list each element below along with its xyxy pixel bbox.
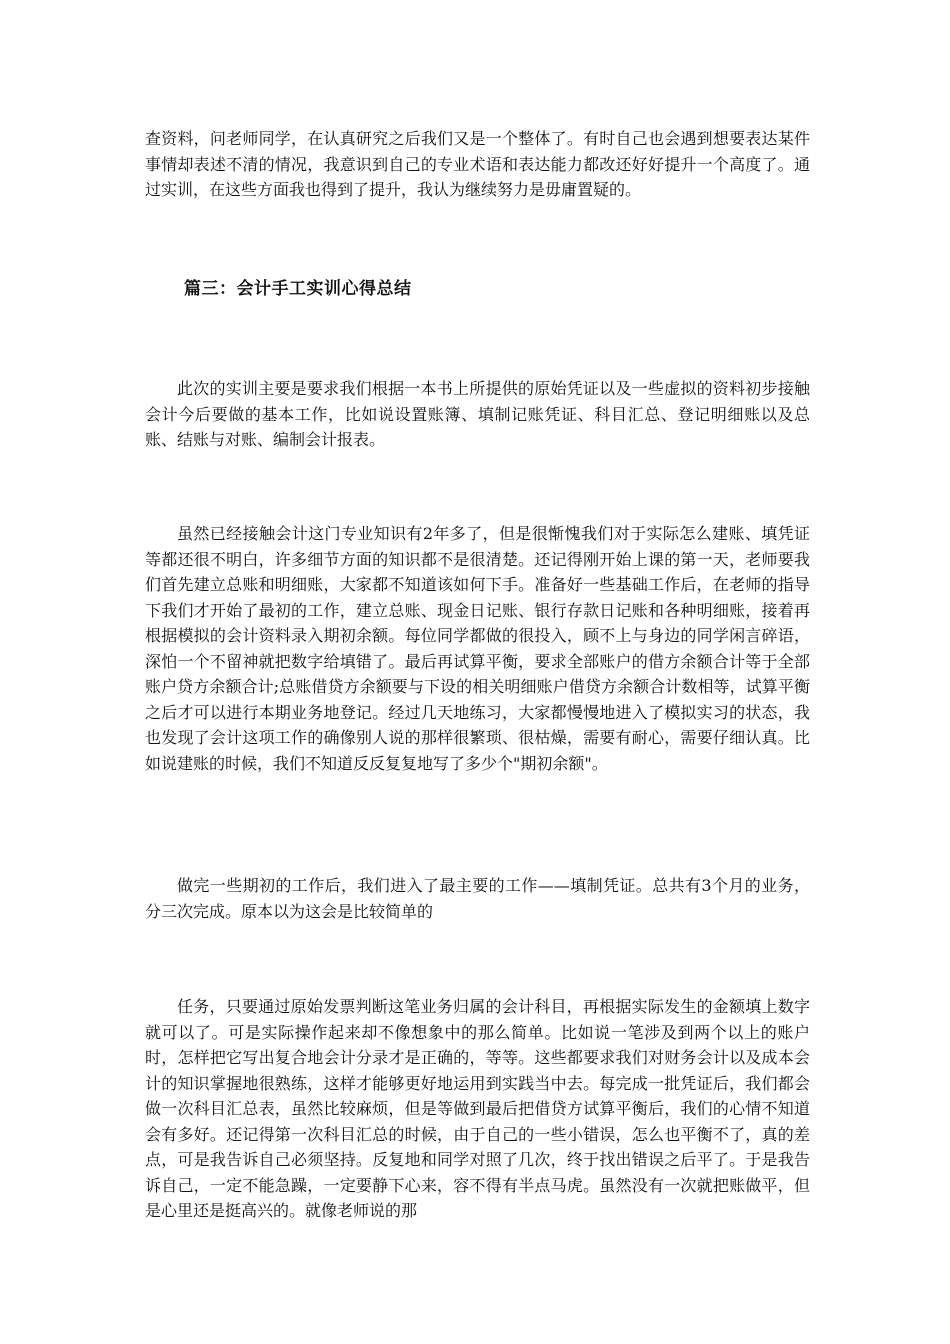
continued-paragraph: 查资料，问老师同学，在认真研究之后我们又是一个整体了。有时自己也会遇到想要表达某件事情却表述不清的情况，我意识到自己的专业术语和表达能力都改还好好提升一个高度了。通过实训，在这些方面我也得到了提升，我认为继续努力是毋庸置疑的。 <box>145 129 810 199</box>
body-paragraph-4: 任务，只要通过原始发票判断这笔业务归属的会计科目，再根据实际发生的金额填上数字就可以了。可是实际操作起来却不像想象中的那么简单。比如说一笔涉及到两个以上的账户时，怎样把它写出复合地会计分录才是正确的，等等。这些都要求我们对财务会计以及成本会计的知识掌握地很熟练，这样才能够更好地运用到实践当中去。每完成一批凭证后，我们都会做一次科目汇总表，虽然比较麻烦，但是等做到最后把借贷方试算平衡后，我们的心情不知道会有多好。还记得第一次科目汇总的时候，由于自己的一些小错误，怎么也平衡不了，真的差点，可是我告诉自己必须坚持。反复地和同学对照了几次，终于找出错误之后平了。于是我告诉自己，一定不能急躁，一定要静下心来，容不得有半点马虎。虽然没有一次就把账做平，但是心里还是挺高兴的。就像老师说的那 <box>145 997 810 1220</box>
body-paragraph-1: 此次的实训主要是要求我们根据一本书上所提供的原始凭证以及一些虚拟的资料初步接触会计今后要做的基本工作，比如说设置账簿、填制记账凭证、科目汇总、登记明细账以及总账、结账与对账、编制会计报表。 <box>145 379 810 449</box>
body-paragraph-3: 做完一些期初的工作后，我们进入了最主要的工作——填制凭证。总共有3个月的业务，分三次完成。原本以为这会是比较简单的 <box>145 876 810 921</box>
section-title: 篇三：会计手工实训心得总结 <box>184 279 412 299</box>
body-paragraph-2: 虽然已经接触会计这门专业知识有2年多了，但是很惭愧我们对于实际怎么建账、填凭证等都还很不明白，许多细节方面的知识都不是很清楚。还记得刚开始上课的第一天，老师要我们首先建立总账和明细账，大家都不知道该如何下手。准备好一些基础工作后，在老师的指导下我们才开始了最初的工作，建立总账、现金日记账、银行存款日记账和各种明细账，接着再根据模拟的会计资料录入期初余额。每位同学都做的很投入，顾不上与身边的同学闲言碎语，深怕一个不留神就把数字给填错了。最后再试算平衡，要求全部账户的借方余额合计等于全部账户贷方余额合计;总账借贷方余额要与下设的相关明细账户借贷方余额合计数相等，试算平衡之后才可以进行本期业务地登记。经过几天地练习，大家都慢慢地进入了模拟实习的状态，我也发现了会计这项工作的确像别人说的那样很繁琐、很枯燥，需要有耐心，需要仔细认真。比如说建账的时候，我们不知道反反复复地写了多少个"期初余额"。 <box>145 524 810 773</box>
